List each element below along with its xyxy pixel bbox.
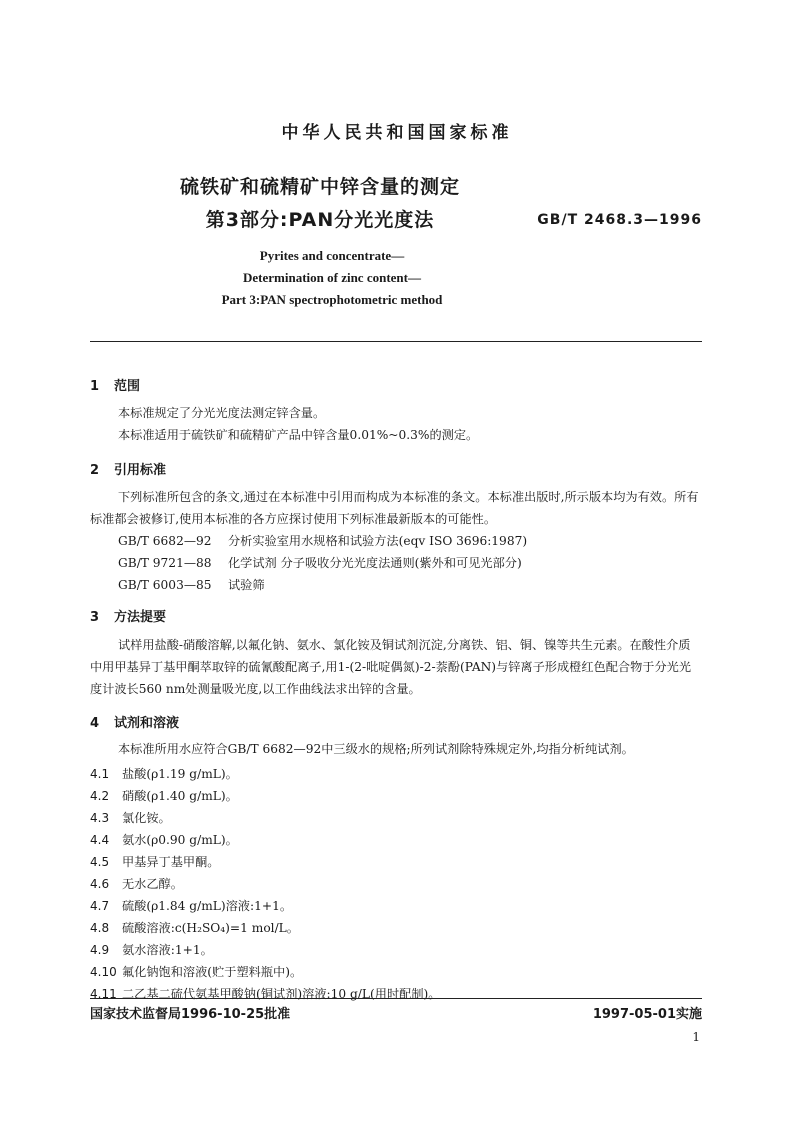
footer-divider — [90, 998, 702, 999]
reference-title: 试验筛 — [228, 578, 265, 592]
section-number: 3 — [90, 610, 100, 625]
reagent-item — [90, 765, 238, 782]
reference-title: 化学试剂 分子吸收分光光度法通则(紫外和可见光部分) — [228, 556, 522, 570]
approval-line: 国家技术监督局1996-10-25批准 — [90, 1007, 291, 1022]
method-summary-paragraph: 试样用盐酸-硝酸溶解,以氟化钠、氨水、氯化铵及铜试剂沉淀,分离铁、铝、铜、镍等共生元素。在酸性介质中用甲基异丁基甲酮萃取锌的硫氰酸配离子,用1-(2-吡啶偶氮)-2-萘酚(PAN)与锌离子形成橙红色配合物于分光光度计波长560 nm处测量吸光度,以工作曲线法求出锌的含量。 — [90, 638, 692, 696]
item-number: 4.2 — [90, 789, 110, 803]
reagent-item — [90, 963, 302, 980]
scope-paragraph-1: 本标准规定了分光光度法测定锌含量。 — [118, 406, 326, 420]
section-number: 4 — [90, 716, 100, 731]
document-title-line2: 第3部分:PAN分光光度法 — [205, 209, 435, 231]
reagent-item — [90, 941, 213, 958]
section-title: 方法提要 — [114, 610, 167, 625]
scope-paragraph-2: 本标准适用于硫铁矿和硫精矿产品中锌含量0.01%~0.3%的测定。 — [118, 428, 479, 442]
reagent-item — [90, 875, 183, 892]
reagent-item — [90, 787, 238, 804]
item-text: 氨水溶液:1+1。 — [122, 943, 213, 957]
item-text: 氟化钠饱和溶液(贮于塑料瓶中)。 — [122, 965, 303, 979]
item-text: 硝酸(ρ1.40 g/mL)。 — [122, 789, 238, 803]
reagent-item — [90, 809, 171, 826]
reference-code: GB/T 9721—88 — [118, 556, 212, 570]
section-title: 范围 — [114, 379, 141, 394]
item-number: 4.10 — [90, 965, 117, 979]
reference-code: GB/T 6003—85 — [118, 578, 212, 592]
section-number: 1 — [90, 379, 100, 394]
item-text: 甲基异丁基甲酮。 — [122, 855, 220, 869]
item-number: 4.6 — [90, 877, 110, 891]
section-heading-scope — [90, 375, 140, 394]
reagent-item — [90, 985, 440, 1002]
reagent-item — [90, 831, 238, 848]
english-title-line2: Determination of zinc content— — [243, 270, 421, 285]
reference-title: 分析实验室用水规格和试验方法(eqv ISO 3696:1987) — [228, 534, 528, 548]
reagent-item — [90, 919, 299, 936]
item-number: 4.9 — [90, 943, 110, 957]
standard-number: GB/T 2468.3—1996 — [537, 212, 702, 228]
item-number: 4.7 — [90, 899, 110, 913]
section-number: 2 — [90, 463, 100, 478]
reagents-paragraph: 本标准所用水应符合GB/T 6682—92中三级水的规格;所列试剂除特殊规定外,均指分析纯试剂。 — [118, 742, 634, 756]
page-number: 1 — [692, 1030, 700, 1044]
references-paragraph: 下列标准所包含的条文,通过在本标准中引用而构成为本标准的条文。本标准出版时,所示版本均为有效。所有标准都会被修订,使用本标准的各方应探讨使用下列标准最新版本的可能性。 — [90, 490, 699, 526]
section-heading-method-summary — [90, 606, 166, 625]
section-heading-reagents — [90, 712, 179, 731]
section-title: 试剂和溶液 — [114, 716, 180, 731]
english-title-line1: Pyrites and concentrate— — [259, 248, 405, 263]
header-divider — [90, 341, 702, 342]
reference-item — [118, 554, 522, 571]
item-text: 硫酸(ρ1.84 g/mL)溶液:1+1。 — [122, 899, 293, 913]
item-number: 4.11 — [90, 987, 117, 1001]
item-number: 4.5 — [90, 855, 110, 869]
reference-code: GB/T 6682—92 — [118, 534, 212, 548]
item-text: 二乙基二硫代氨基甲酸钠(铜试剂)溶液:10 g/L(用时配制)。 — [122, 987, 441, 1001]
item-number: 4.4 — [90, 833, 110, 847]
reference-item — [118, 532, 527, 549]
item-number: 4.1 — [90, 767, 110, 781]
section-title: 引用标准 — [114, 463, 167, 478]
reagent-item — [90, 853, 220, 870]
section-heading-references — [90, 459, 166, 478]
item-text: 氯化铵。 — [122, 811, 171, 825]
english-title-line3: Part 3:PAN spectrophotometric method — [221, 292, 443, 307]
item-text: 氨水(ρ0.90 g/mL)。 — [122, 833, 238, 847]
item-text: 盐酸(ρ1.19 g/mL)。 — [122, 767, 238, 781]
reference-item — [118, 576, 265, 593]
issuing-country-line: 中华人民共和国国家标准 — [281, 123, 513, 143]
item-text: 无水乙醇。 — [122, 877, 183, 891]
effective-date: 1997-05-01实施 — [592, 1007, 702, 1022]
reagent-item — [90, 897, 292, 914]
document-title-line1: 硫铁矿和硫精矿中锌含量的测定 — [179, 176, 460, 198]
item-number: 4.8 — [90, 921, 110, 935]
item-number: 4.3 — [90, 811, 110, 825]
item-text: 硫酸溶液:c(H₂SO₄)=1 mol/L。 — [122, 921, 299, 935]
